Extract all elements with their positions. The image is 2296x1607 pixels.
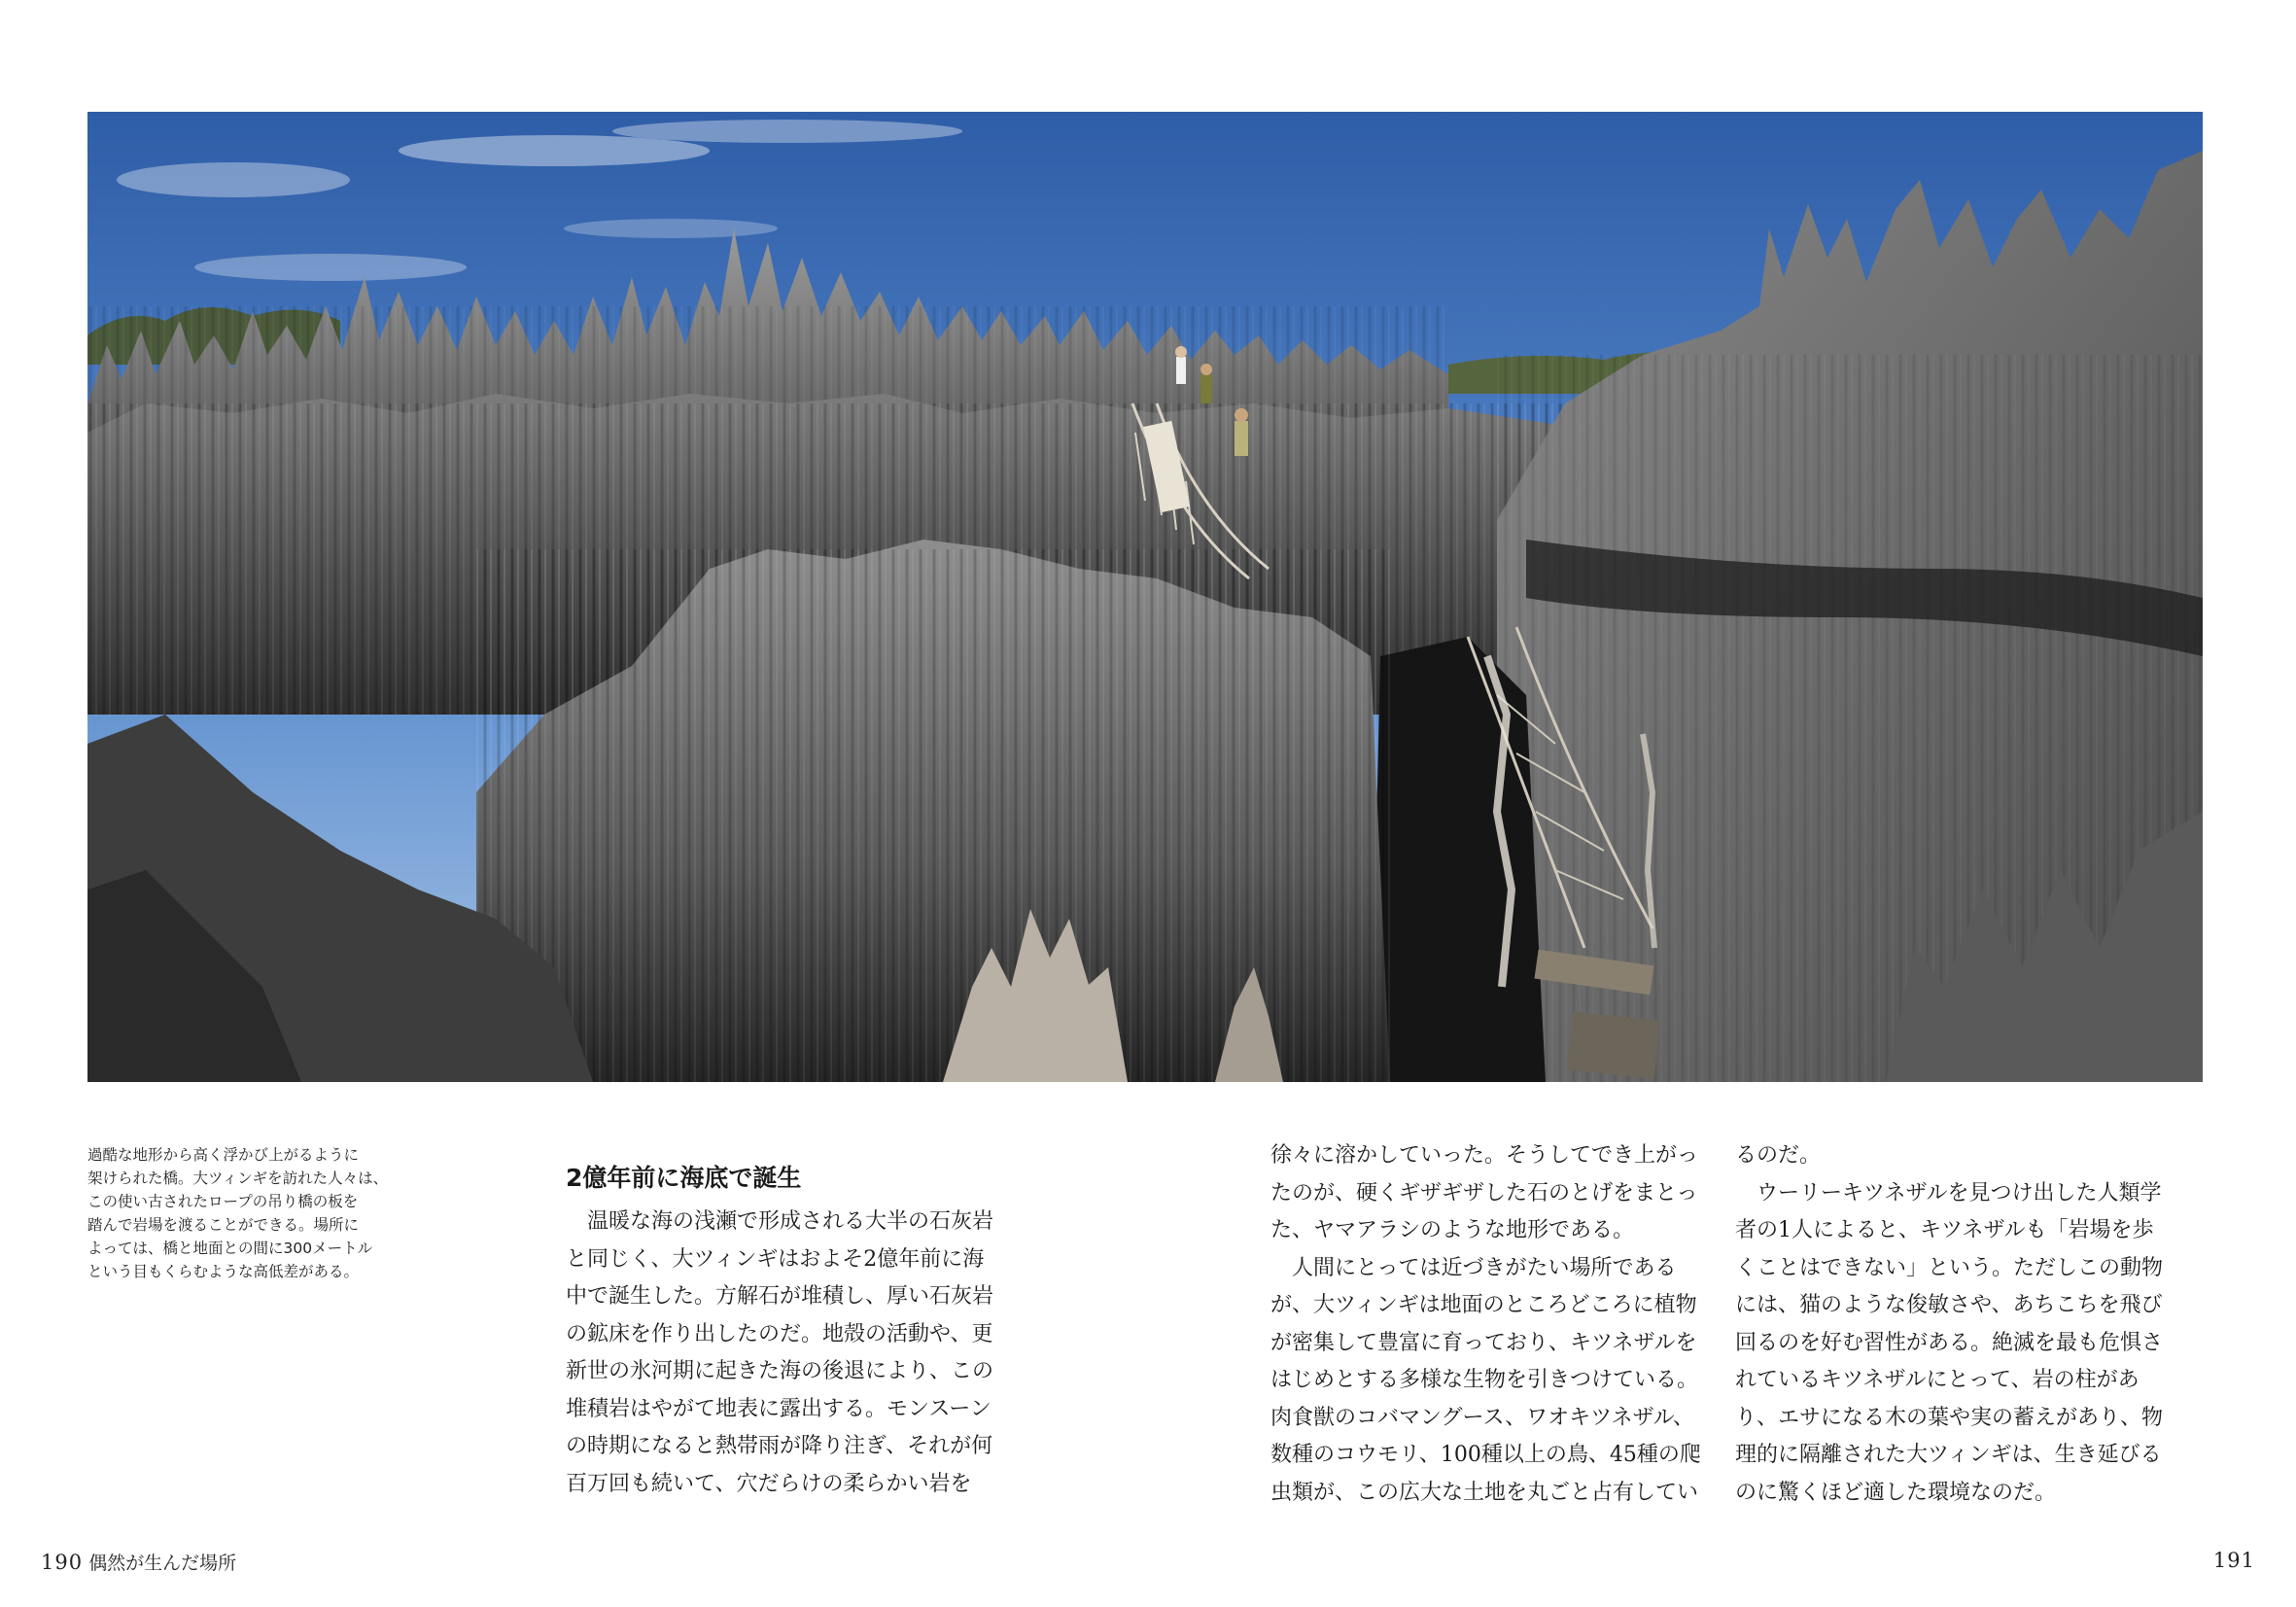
caption-line: 踏んで岩場を渡ることができる。場所に bbox=[87, 1216, 360, 1234]
body-line: 中で誕生した。方解石が堆積し、厚い石灰岩 bbox=[566, 1284, 994, 1309]
body-line: 回るのを好む習性がある。絶滅を最も危惧さ bbox=[1735, 1330, 2164, 1355]
tsingy-photo-illustration bbox=[87, 112, 2203, 1082]
body-line: の時期になると熱帯雨が降り注ぎ、それが何 bbox=[566, 1434, 993, 1458]
caption-line: 架けられた橋。大ツィンギを訪れた人々は、 bbox=[87, 1170, 389, 1187]
body-line: 温暖な海の浅瀬で形成される大半の石灰岩 bbox=[566, 1209, 994, 1234]
body-line: 人間にとっては近づきがたい場所である bbox=[1270, 1255, 1677, 1280]
running-title: 偶然が生んだ場所 bbox=[88, 1553, 237, 1574]
caption-line: 過酷な地形から高く浮かび上がるように bbox=[87, 1146, 360, 1164]
caption-line: という目もくらむような高低差がある。 bbox=[87, 1263, 360, 1280]
caption-line: よっては、橋と地面との間に300メートル bbox=[87, 1240, 373, 1257]
tsingy-photo bbox=[87, 112, 2203, 1082]
folio-left bbox=[41, 1549, 236, 1575]
body-line: 数種のコウモリ、100種以上の鳥、45種の爬 bbox=[1270, 1443, 1701, 1467]
body-line: くことはできない」という。ただしこの動物 bbox=[1735, 1255, 2164, 1280]
photo-caption bbox=[87, 1143, 399, 1283]
body-line: ウーリーキツネザルを見つけ出した人類学 bbox=[1735, 1180, 2162, 1205]
body-line: 堆積岩はやがて地表に露出する。モンスーン bbox=[566, 1396, 991, 1421]
page-number-left: 190 bbox=[41, 1551, 84, 1574]
body-line: た、ヤマアラシのような地形である。 bbox=[1270, 1218, 1635, 1242]
body-line: り、エサになる木の葉や実の蓄えがあり、物 bbox=[1735, 1405, 2164, 1430]
body-line: 者の1人によると、キツネザルも「岩場を歩 bbox=[1735, 1218, 2154, 1242]
body-line: 虫類が、この広大な土地を丸ごと占有してい bbox=[1270, 1480, 1699, 1505]
body-line: はじめとする多様な生物を引きつけている。 bbox=[1270, 1368, 1699, 1392]
article-column-1 bbox=[566, 1137, 993, 1503]
body-line: が密集して豊富に育っており、キツネザルを bbox=[1270, 1330, 1697, 1355]
body-line: が、大ツィンギは地面のところどころに植物 bbox=[1270, 1293, 1697, 1317]
body-line: 理的に隔離された大ツィンギは、生き延びる bbox=[1735, 1443, 2162, 1467]
body-line: 肉食獣のコバマングース、ワオキツネザル、 bbox=[1270, 1405, 1694, 1430]
page-number-right: 191 bbox=[2212, 1549, 2255, 1572]
section-heading: 2億年前に海底で誕生 bbox=[566, 1164, 802, 1192]
caption-line: この使い古されたロープの吊り橋の板を bbox=[87, 1193, 359, 1210]
body-line: の鉱床を作り出したのだ。地殻の活動や、更 bbox=[566, 1321, 993, 1346]
body-line: るのだ。 bbox=[1735, 1143, 1822, 1168]
chasm bbox=[1371, 637, 1546, 1082]
body-line: 新世の氷河期に起きた海の後退により、この bbox=[566, 1359, 994, 1383]
body-line: には、猫のような俊敏さや、あちこちを飛び bbox=[1735, 1293, 2163, 1317]
article-column-2 bbox=[1270, 1137, 1701, 1512]
body-line: 百万回も続いて、穴だらけの柔らかい岩を bbox=[566, 1471, 972, 1496]
body-line: れているキツネザルにとって、岩の柱があ bbox=[1735, 1368, 2139, 1392]
body-line: と同じく、大ツィンギはおよそ2億年前に海 bbox=[566, 1246, 985, 1272]
body-line: のに驚くほど適した環境なのだ。 bbox=[1735, 1480, 2057, 1505]
body-line: たのが、硬くギザギザした石のとげをまとっ bbox=[1270, 1180, 1698, 1205]
body-line: 徐々に溶かしていった。そうしてでき上がっ bbox=[1270, 1143, 1699, 1168]
article-column-3 bbox=[1735, 1137, 2163, 1512]
